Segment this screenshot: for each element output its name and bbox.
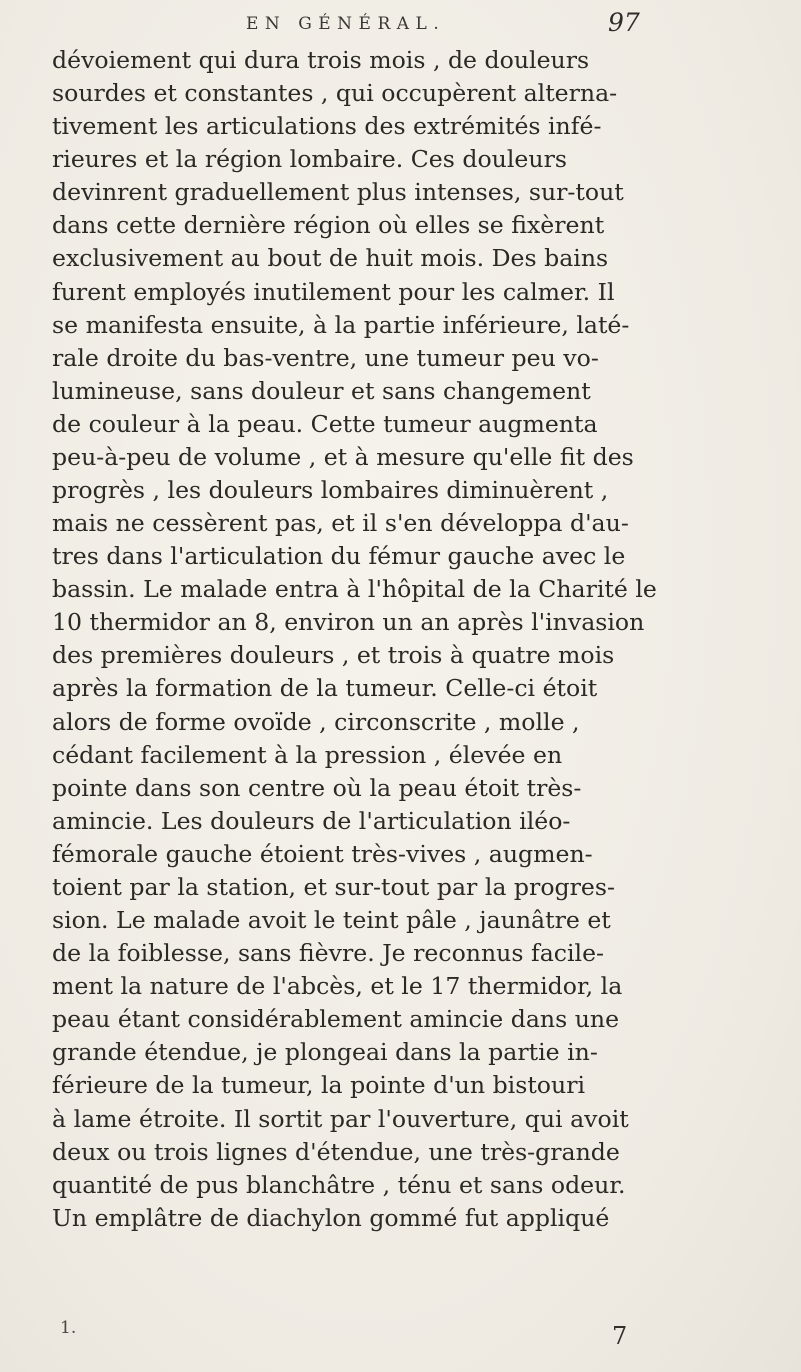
text-line: dans cette dernière région où elles se fixèrent [52,211,605,240]
text-line: 10 thermidor an 8, environ un an après l'invasion [52,608,645,637]
running-title: EN GÉNÉRAL. [246,14,446,34]
text-line: tivement les articulations des extrémités infé- [52,112,602,141]
text-line: après la formation de la tumeur. Celle-ci étoit [52,674,598,703]
text-line: quantité de pus blanchâtre , ténu et sans odeur. [52,1170,626,1199]
page-number: 97 [608,8,640,37]
text-line: amincie. Les douleurs de l'articulation iléo- [52,806,571,835]
text-line: dévoiement qui dura trois mois , de douleurs [52,46,590,74]
text-line: lumineuse, sans douleur et sans changement [52,376,591,405]
text-line: alors de forme ovoïde , circonscrite , molle , [52,707,580,736]
text-line: rieures et la région lombaire. Ces douleurs [52,145,567,174]
text-line: tres dans l'articulation du fémur gauche avec le [52,542,626,571]
body-text [52,44,752,1235]
text-line: rale droite du bas-ventre, une tumeur peu vo- [52,343,599,372]
text-line: Un emplâtre de diachylon gommé fut appliqué [52,1203,610,1232]
text-line: fémorale gauche étoient très-vives , augmen- [52,839,593,868]
text-line: cédant facilement à la pression , élevée en [52,740,563,769]
text-line: sourdes et constantes , qui occupèrent alterna- [52,79,618,108]
text-line: de couleur à la peau. Cette tumeur augmenta [52,409,598,438]
signature-mark: 1. [60,1318,77,1338]
text-line: mais ne cessèrent pas, et il s'en développa d'au- [52,509,629,538]
text-line: deux ou trois lignes d'étendue, une très-grande [52,1137,620,1166]
catchword-folio: 7 [612,1322,628,1350]
text-line: grande étendue, je plongeai dans la partie in- [52,1038,598,1067]
text-line: sion. Le malade avoit le teint pâle , jaunâtre et [52,906,611,935]
text-line: ment la nature de l'abcès, et le 17 thermidor, la [52,972,623,1001]
text-line: de la foiblesse, sans fièvre. Je reconnus facile- [52,939,605,968]
text-line: exclusivement au bout de huit mois. Des bains [52,244,609,273]
text-line: furent employés inutilement pour les calmer. Il [52,277,615,306]
text-line: à lame étroite. Il sortit par l'ouverture, qui avoit [52,1104,629,1133]
text-line: des premières douleurs , et trois à quatre mois [52,641,615,670]
text-line: se manifesta ensuite, à la partie inférieure, laté- [52,310,630,339]
text-line: toient par la station, et sur-tout par la progres- [52,872,615,901]
text-line: pointe dans son centre où la peau étoit très- [52,773,582,802]
text-line: progrès , les douleurs lombaires diminuèrent , [52,476,609,505]
text-line: peu-à-peu de volume , et à mesure qu'elle fit des [52,442,634,471]
text-line: férieure de la tumeur, la pointe d'un bistouri [52,1071,586,1100]
text-line: devinrent graduellement plus intenses, sur-tout [52,178,624,207]
text-line: bassin. Le malade entra à l'hôpital de la Charité le [52,575,657,604]
text-line: peau étant considérablement amincie dans une [52,1005,620,1034]
